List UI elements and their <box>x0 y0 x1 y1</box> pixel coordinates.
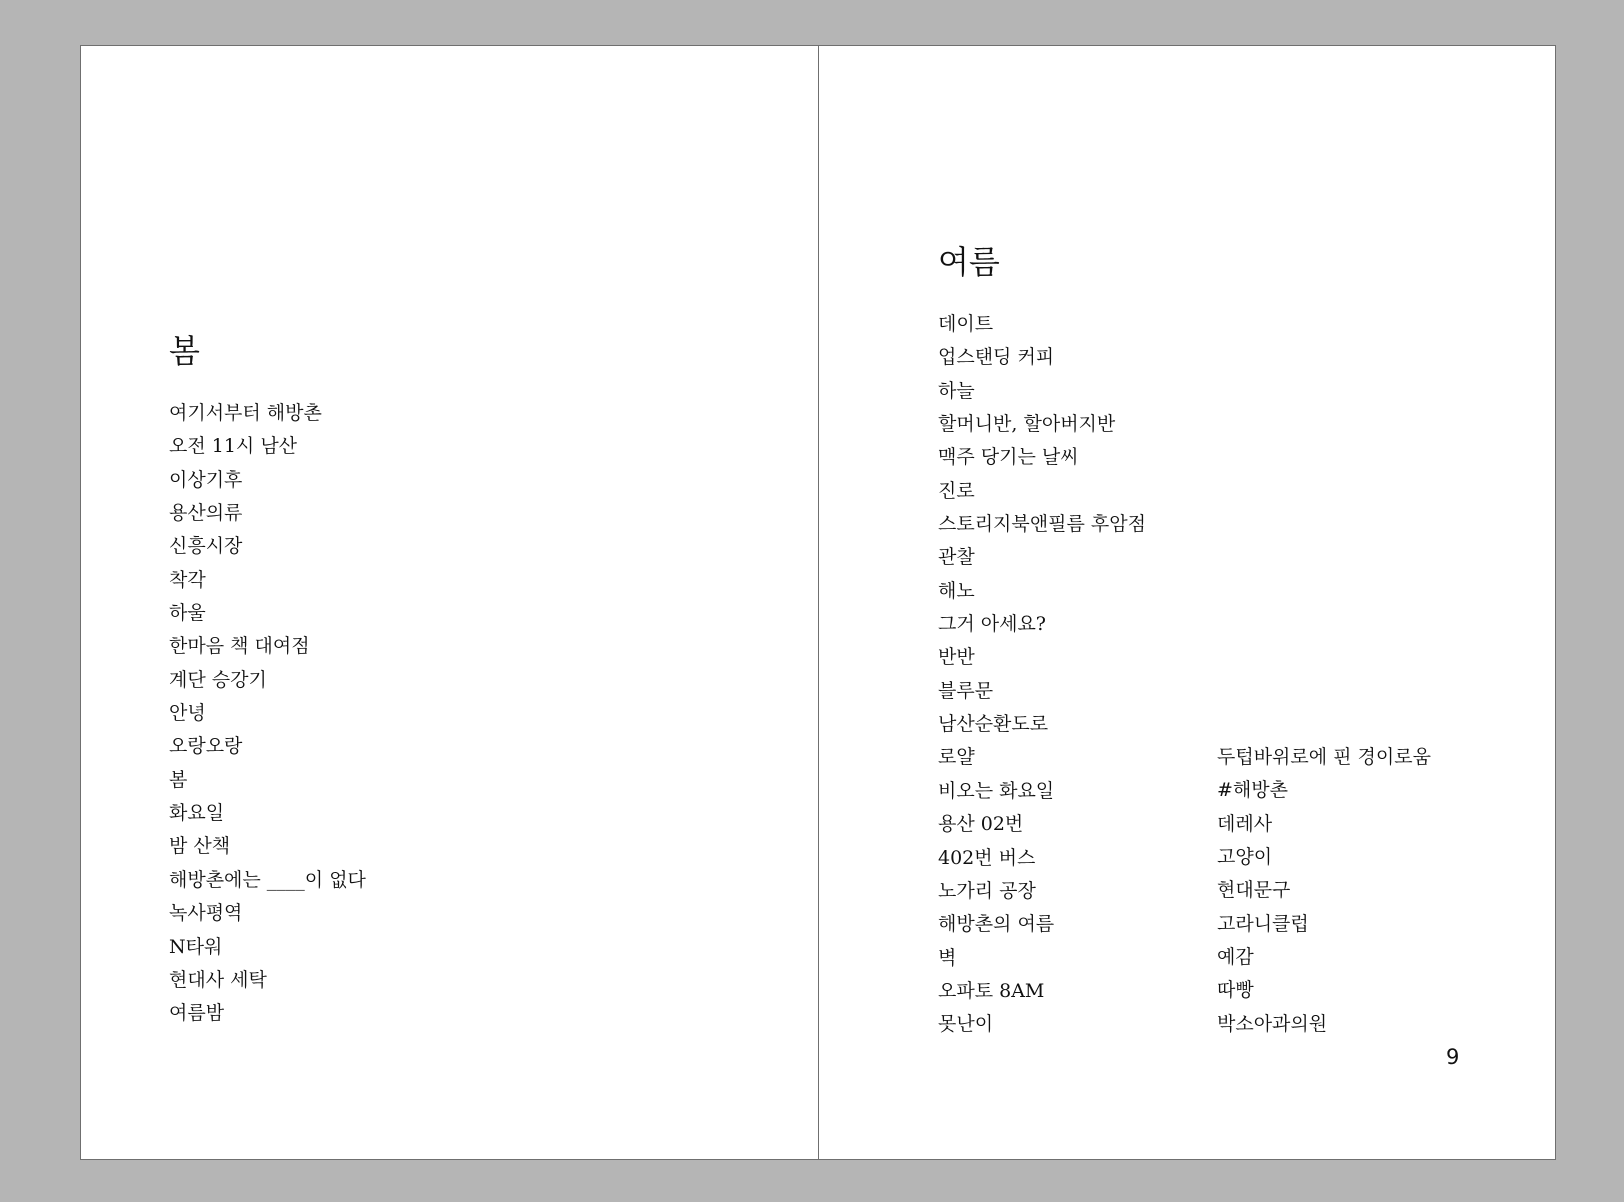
list-item: 데이트 <box>938 313 994 335</box>
list-item: 박소아과의원 <box>1217 1012 1328 1035</box>
list-item: 안녕 <box>169 702 206 725</box>
list-item: 관찰 <box>938 546 975 569</box>
list-item: 화요일 <box>169 802 225 825</box>
list-item: 그거 아세요? <box>938 613 1046 636</box>
spring-contents-list <box>169 397 366 1031</box>
list-item: 착각 <box>169 568 206 591</box>
list-item: 데레사 <box>1217 812 1273 835</box>
list-item: 밤 산책 <box>169 835 231 858</box>
left-page <box>81 46 819 1159</box>
list-item: #해방촌 <box>1217 779 1288 802</box>
list-item: 고라니클럽 <box>1217 912 1309 935</box>
list-item: 맥주 당기는 날씨 <box>938 446 1079 469</box>
list-item: 해노 <box>938 579 975 602</box>
list-item: 스토리지북앤필름 후암점 <box>938 513 1146 536</box>
section-heading-spring: 봄 <box>169 332 200 370</box>
list-item: 남산순환도로 <box>938 713 1049 736</box>
list-item: 하울 <box>169 602 206 625</box>
list-item: 한마음 책 대여점 <box>169 635 310 658</box>
list-item: 로얄 <box>938 746 975 769</box>
page-number: 9 <box>1446 1045 1460 1069</box>
list-item: 용산 02번 <box>938 813 1024 836</box>
list-item: 현대사 세탁 <box>169 968 267 991</box>
list-item: 하늘 <box>938 379 975 402</box>
list-item: 402번 버스 <box>938 846 1036 869</box>
list-item: 따빵 <box>1217 979 1254 1002</box>
list-item: 오랑오랑 <box>169 735 243 758</box>
list-item: 두텁바위로에 핀 경이로움 <box>1217 746 1431 768</box>
list-item: 여기서부터 해방촌 <box>169 402 322 424</box>
list-item: 업스탠딩 커피 <box>938 346 1055 369</box>
list-item: 노가리 공장 <box>938 879 1036 902</box>
list-item: 비오는 화요일 <box>938 779 1055 802</box>
list-item: 할머니반, 할아버지반 <box>938 413 1116 436</box>
list-item: 신흥시장 <box>169 535 243 558</box>
book-spread <box>80 45 1556 1160</box>
list-item: 반반 <box>938 646 975 669</box>
list-item: 해방촌에는 ____이 없다 <box>169 868 366 891</box>
list-item: 해방촌의 여름 <box>938 913 1055 936</box>
list-item: 진로 <box>938 479 975 502</box>
list-item: N타워 <box>169 935 223 958</box>
summer-contents-list-column-2 <box>1217 741 1431 1041</box>
list-item: 오파토 8AM <box>938 979 1045 1002</box>
list-item: 녹사평역 <box>169 902 243 925</box>
list-item: 계단 승강기 <box>169 668 267 691</box>
list-item: 현대문구 <box>1217 879 1291 902</box>
right-page <box>819 46 1555 1159</box>
list-item: 못난이 <box>938 1013 994 1036</box>
list-item: 예감 <box>1217 946 1254 969</box>
list-item: 용산의류 <box>169 502 243 525</box>
list-item: 벽 <box>938 946 957 969</box>
summer-contents-list-column-1 <box>938 308 1146 1042</box>
list-item: 오전 11시 남산 <box>169 435 298 458</box>
list-item: 블루문 <box>938 679 994 702</box>
section-heading-summer: 여름 <box>938 243 1000 281</box>
list-item: 여름밤 <box>169 1002 225 1025</box>
list-item: 봄 <box>169 768 188 791</box>
list-item: 고양이 <box>1217 846 1273 869</box>
list-item: 이상기후 <box>169 468 243 491</box>
